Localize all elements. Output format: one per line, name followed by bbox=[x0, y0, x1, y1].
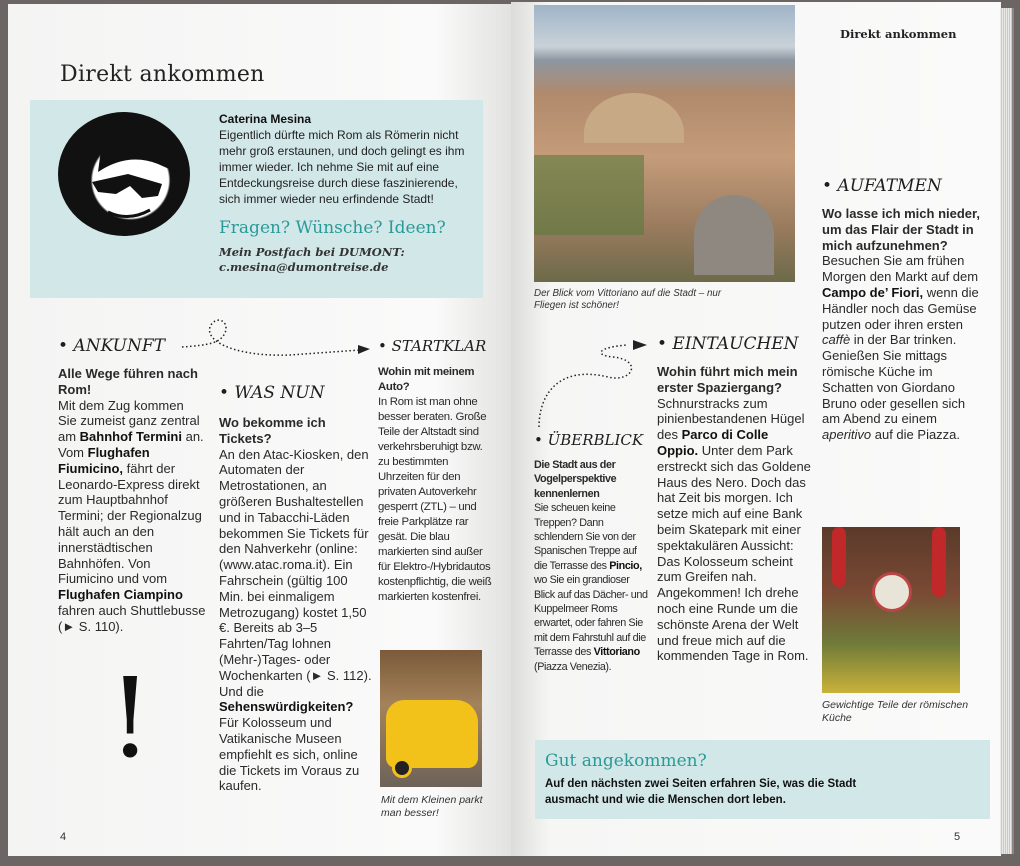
dotted-arrow-icon bbox=[180, 315, 380, 375]
section-ankunft bbox=[58, 336, 206, 635]
author-name: Caterina Mesina bbox=[219, 112, 312, 126]
portrait-sketch-icon bbox=[58, 112, 190, 236]
cta-heading: Fragen? Wünsche? Ideen? bbox=[219, 218, 446, 238]
section-eintauchen bbox=[657, 334, 812, 664]
section-startklar bbox=[378, 336, 492, 605]
text-segment: wenn die Händler noch das Gemüse putzen oder ihren ersten bbox=[822, 284, 979, 332]
postfach-label: Mein Postfach bei DUMONT: bbox=[219, 245, 405, 259]
section-body bbox=[58, 398, 206, 635]
text-segment: An den Atac-Kiosken, den Automaten der Metrostationen, an größeren Bushaltestellen und in Tabacchi-Läden bekommen Sie Tickets für den Nahverkehr (online: (www.atac.roma.it). Ein Fahrschein (gültig 100 Min. bei einmaligem Metrozugang) kostet 1,50 €. Bereits ab 3–5 Fahrten/Tag lohnen (Mehr-)Tages- oder Wochenkarten (► S. 112). Und die bbox=[219, 446, 372, 699]
section-question: Wo lasse ich mich nieder, um das Flair der Stadt in mich aufzunehmen? bbox=[822, 206, 980, 253]
text-segment: an. Vom bbox=[58, 429, 204, 460]
rome-city-photo bbox=[534, 5, 795, 282]
section-ueberblick bbox=[534, 430, 648, 674]
bold-term: Vittoriano bbox=[593, 646, 640, 659]
section-question: Alle Wege führen nach Rom! bbox=[58, 366, 198, 397]
page-number: 5 bbox=[954, 831, 961, 843]
section-heading: • AUFATMEN bbox=[822, 176, 942, 196]
text-segment: Sie scheuen keine Treppen? Dann schlendern Sie von der Spanischen Treppe auf die Terrasse des bbox=[534, 502, 637, 572]
text-segment: (Piazza Venezia). bbox=[534, 660, 612, 673]
section-heading: • EINTAUCHEN bbox=[657, 334, 799, 354]
exclamation-mark: ! bbox=[108, 654, 153, 782]
text-segment: caffè bbox=[822, 332, 851, 348]
car-photo bbox=[380, 650, 482, 787]
footer-box bbox=[535, 740, 990, 819]
page-title: Direkt ankommen bbox=[60, 62, 265, 87]
market-food-photo bbox=[822, 527, 960, 693]
text-segment: Schnurstracks zum pinienbestandenen Hügel des bbox=[657, 395, 805, 443]
section-question: Wohin führt mich mein erster Spaziergang? bbox=[657, 364, 798, 395]
section-aufatmen bbox=[822, 176, 980, 443]
text-segment: Besuchen Sie am frühen Morgen den Markt auf dem bbox=[822, 253, 979, 285]
section-body bbox=[534, 501, 648, 674]
colosseum-icon bbox=[584, 93, 684, 143]
page-number: 4 bbox=[60, 831, 67, 843]
section-body bbox=[219, 447, 374, 795]
section-question: Wo bekomme ich Tickets? bbox=[219, 415, 326, 446]
text-segment: aperitivo bbox=[822, 427, 872, 443]
bold-term: Campo de’ Fiori, bbox=[822, 284, 924, 300]
bold-term: Pincio, bbox=[609, 559, 642, 572]
dome-icon bbox=[694, 195, 774, 275]
bold-term: Parco di Colle Oppio. bbox=[657, 427, 769, 458]
section-question: Wohin mit meinem Auto? bbox=[378, 366, 475, 393]
author-intro: Eigentlich dürfte mich Rom als Römerin nicht mehr groß erstaunen, und doch gelingt es ihm immer wieder. Ich nehme Sie mit auf eine Entdeckungsreise durch diese faszinierende, sich immer wieder neu erfindende Stadt! bbox=[219, 128, 465, 206]
dotted-arrow-icon bbox=[533, 335, 658, 430]
text-segment: wo Sie ein grandioser Blick auf das Dächer- und Kuppelmeer Roms erwartet, oder fahren Sie mit dem Fahrstuhl auf die Terrasse des bbox=[534, 574, 648, 659]
author-email[interactable]: c.mesina@dumontreise.de bbox=[219, 260, 389, 274]
text-segment: auf die Piazza. bbox=[871, 427, 961, 443]
food-caption: Gewichtige Teile der römischen Küche bbox=[822, 699, 969, 724]
bold-term: Flughafen Fiumicino, bbox=[58, 444, 150, 476]
bold-term: Sehenswürdigkeiten? bbox=[219, 699, 354, 715]
section-body bbox=[822, 253, 980, 443]
section-heading: • ANKUNFT bbox=[58, 336, 166, 356]
text-segment: fahren auch Shuttlebusse (► S. 110). bbox=[58, 602, 206, 634]
photo-caption: Der Blick vom Vittoriano auf die Stadt – nur Fliegen ist schöner! bbox=[534, 288, 722, 311]
author-box bbox=[30, 100, 483, 298]
section-body bbox=[378, 395, 492, 605]
text-segment: Für Kolosseum und Vatikanische Museen empfiehlt es sich, online die Tickets im Voraus zu kaufen. bbox=[219, 715, 360, 794]
text-segment: fährt der Leonardo-Express direkt zum Hauptbahnhof Termini; der Regionalzug hält auch an den innerstädtischen Bahnhöfen. Von Fiumicino und vom bbox=[58, 460, 202, 587]
bold-term: Flughafen Ciampino bbox=[58, 587, 183, 603]
section-heading: • STARTKLAR bbox=[378, 337, 487, 355]
section-heading: • ÜBERBLICK bbox=[534, 431, 644, 449]
text-segment: in der Bar trinken. Genießen Sie mittags römische Küche im Schatten von Giordano Bruno oder gesellen sich am Abend zu einem bbox=[822, 332, 966, 427]
page-edges bbox=[1000, 8, 1014, 854]
section-question: Die Stadt aus der Vogelperspektive kennenlernen bbox=[534, 459, 617, 500]
scale-icon bbox=[872, 572, 912, 612]
running-head: Direkt ankommen bbox=[840, 27, 957, 41]
section-was-nun bbox=[219, 383, 374, 794]
author-portrait bbox=[58, 112, 190, 236]
section-heading: • WAS NUN bbox=[219, 383, 325, 403]
section-body bbox=[657, 396, 812, 665]
car-caption: Mit dem Kleinen parkt man besser! bbox=[381, 794, 483, 819]
text-segment: Mit dem Zug kommen Sie zumeist ganz zentral am bbox=[58, 397, 200, 445]
footer-text: Auf den nächsten zwei Seiten erfahren Sie, was die Stadt ausmacht und wie die Menschen dort leben. bbox=[545, 778, 857, 806]
text-segment: In Rom ist man ohne besser beraten. Große Teile der Altstadt sind verkehrsberuhigt bzw. zu bestimmten Uhrzeiten für den privaten Autoverkehr gesperrt (ZTL) – und freie Parkplätze rar gesät. Die blau markierten sind außer für Elektro-/Hybridautos kostenpflichtig, die weiß markierten kostenfrei. bbox=[378, 396, 492, 603]
text-segment: Unter dem Park erstreckt sich das Goldene Haus des Nero. Doch das hat Zeit bis morgen. Ich setze mich auf eine Bank beim Skatepark mit einer spektakulären Aussicht: Das Kolosseum scheint zum Greifen nah. Angekommen! Ich drehe noch eine Runde um die schönste Arena der Welt und freue mich auf die kommenden Tage in Rom. bbox=[657, 442, 811, 664]
footer-title: Gut angekommen? bbox=[545, 751, 707, 771]
bold-term: Bahnhof Termini bbox=[79, 429, 182, 445]
